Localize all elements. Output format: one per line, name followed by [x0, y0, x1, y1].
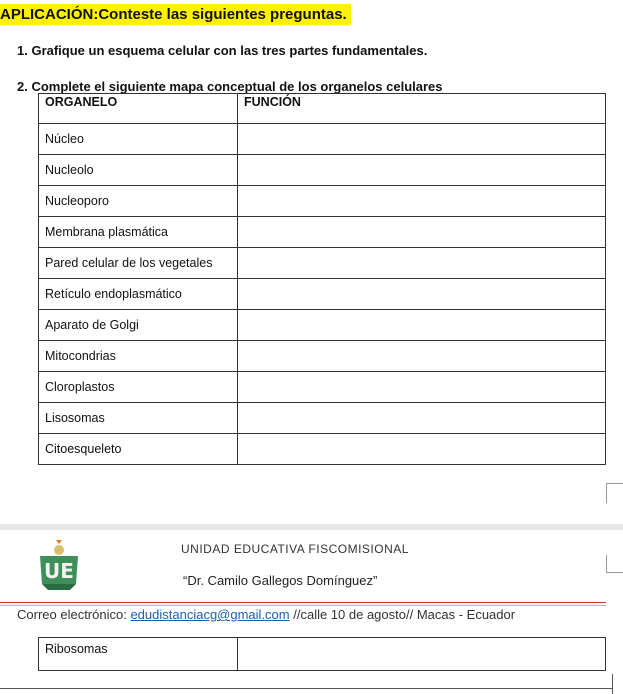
table-row [39, 434, 606, 465]
function-cell[interactable] [238, 372, 606, 403]
table-row [39, 310, 606, 341]
table-row [39, 248, 606, 279]
table-row [39, 341, 606, 372]
organelle-name: Nucleoporo [39, 186, 238, 217]
organelle-name: Aparato de Golgi [39, 310, 238, 341]
contact-prefix: Correo electrónico: [17, 607, 131, 622]
table-row [39, 372, 606, 403]
function-cell[interactable] [238, 155, 606, 186]
organelle-name: Pared celular de los vegetales [39, 248, 238, 279]
contact-address: //calle 10 de agosto// Macas - Ecuador [289, 607, 516, 622]
page-right-border [612, 674, 613, 694]
footer-divider [0, 602, 606, 603]
function-cell[interactable] [238, 186, 606, 217]
logo-letters: UE [44, 559, 74, 583]
page-break-band [0, 524, 623, 530]
email-link[interactable]: edudistanciacg@gmail.com [130, 607, 290, 622]
function-cell[interactable] [238, 403, 606, 434]
table-row [39, 217, 606, 248]
function-cell[interactable] [238, 279, 606, 310]
function-cell[interactable] [238, 638, 606, 671]
organelle-name: Cloroplastos [39, 372, 238, 403]
header-organelo: ORGANELO [39, 94, 238, 124]
page-edge-fragment [606, 555, 623, 573]
table-row [39, 638, 606, 671]
organelles-table-continued [38, 637, 606, 671]
footer-divider-shadow [0, 605, 606, 606]
organelle-name: Lisosomas [39, 403, 238, 434]
table-row [39, 279, 606, 310]
school-logo-icon [36, 540, 82, 590]
question-1: 1. Grafique un esquema celular con las tres partes fundamentales. [17, 43, 428, 58]
organelle-name: Retículo endoplasmático [39, 279, 238, 310]
activity-heading: APLICACIÓN:Conteste las siguientes preguntas. [0, 4, 351, 25]
organelle-name: Ribosomas [39, 638, 238, 671]
organelle-name: Nucleolo [39, 155, 238, 186]
institution-name: UNIDAD EDUCATIVA FISCOMISIONAL [181, 542, 409, 556]
table-header-row [39, 94, 606, 124]
table-row [39, 186, 606, 217]
organelle-name: Citoesqueleto [39, 434, 238, 465]
institution-namesake: “Dr. Camilo Gallegos Domínguez” [183, 573, 378, 588]
function-cell[interactable] [238, 310, 606, 341]
function-cell[interactable] [238, 341, 606, 372]
organelles-table [38, 93, 606, 465]
table-row [39, 403, 606, 434]
function-cell[interactable] [238, 248, 606, 279]
organelle-name: Núcleo [39, 124, 238, 155]
question-2: 2. Complete el siguiente mapa conceptual de los organelos celulares [17, 79, 443, 94]
function-cell[interactable] [238, 434, 606, 465]
contact-line [17, 607, 515, 622]
table-row [39, 124, 606, 155]
function-cell[interactable] [238, 124, 606, 155]
page-edge-fragment [606, 483, 623, 503]
function-cell[interactable] [238, 217, 606, 248]
organelle-name: Mitocondrias [39, 341, 238, 372]
header-funcion: FUNCIÓN [238, 94, 606, 124]
table-row [39, 155, 606, 186]
page-bottom-border [0, 688, 612, 689]
organelle-name: Membrana plasmática [39, 217, 238, 248]
